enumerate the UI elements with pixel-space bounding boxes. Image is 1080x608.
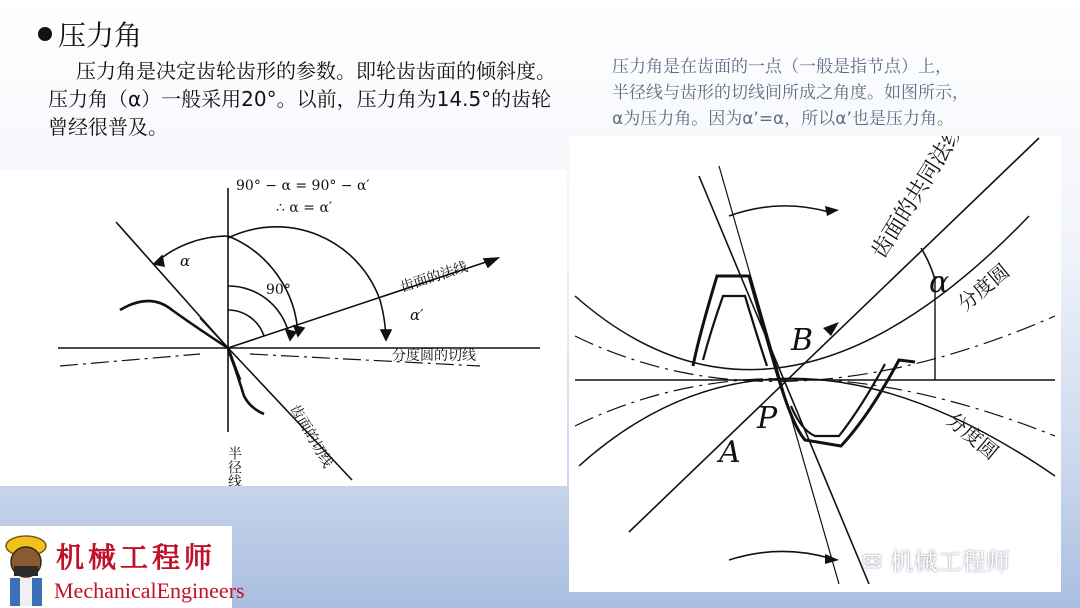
pitch-circle-lower-label: 分度圆 — [941, 407, 1004, 465]
point-p-label: P — [757, 401, 778, 436]
radius-line-label: 半径线 — [226, 446, 242, 486]
watermark-text: 机械工程师 — [889, 548, 1010, 576]
point-b-label: B — [791, 323, 814, 358]
alpha-label: α — [180, 252, 191, 270]
wechat-watermark — [862, 542, 1010, 577]
wechat-icon: ✉ — [862, 548, 890, 576]
bullet-icon — [38, 27, 52, 41]
brand-name-en: MechanicalEngineers — [54, 578, 245, 603]
common-normal-label: 齿面的共同法线 — [866, 136, 970, 264]
section-title — [38, 14, 142, 54]
right-description-line: α为压力角。因为α’=α，所以α’也是压力角。 — [612, 109, 954, 129]
right-description-line: 半径线与齿形的切线间所成之角度。如图所示， — [612, 83, 969, 103]
normal-line-label: 齿面的法线 — [398, 258, 470, 296]
formula-line-1: 90° − α = 90° − α′ — [236, 178, 370, 194]
engineer-mascot-icon — [0, 526, 52, 608]
pitch-circle-upper-label: 分度圆 — [952, 258, 1015, 316]
left-diagram-panel — [0, 170, 567, 486]
tooth-tangent-label: 齿面的切线 — [286, 402, 336, 471]
pressure-angle-diagram — [0, 170, 567, 486]
alpha-label: α — [929, 265, 950, 300]
brand-name-cn: 机械工程师 — [56, 541, 217, 574]
brand-logo — [0, 526, 245, 608]
right-description-line: 压力角是在齿面的一点（一般是指节点）上， — [612, 57, 952, 77]
point-a-label: A — [719, 435, 741, 470]
right-diagram-panel — [569, 136, 1061, 592]
section-title-text: 压力角 — [58, 19, 143, 52]
ninety-degree-label: 90° — [266, 282, 291, 298]
alpha-prime-label: α′ — [410, 306, 424, 324]
left-description: 压力角是决定齿轮齿形的参数。即轮齿齿面的倾斜度。压力角（α）一般采用20°。以前，压力角为14.5°的齿轮曾经很普及。 — [48, 59, 556, 139]
pitch-tangent-label: 分度圆的切线 — [392, 348, 476, 364]
right-description — [612, 54, 1052, 132]
formula-line-2: ∴ α = α′ — [276, 200, 333, 216]
gear-mesh-diagram — [569, 136, 1061, 592]
